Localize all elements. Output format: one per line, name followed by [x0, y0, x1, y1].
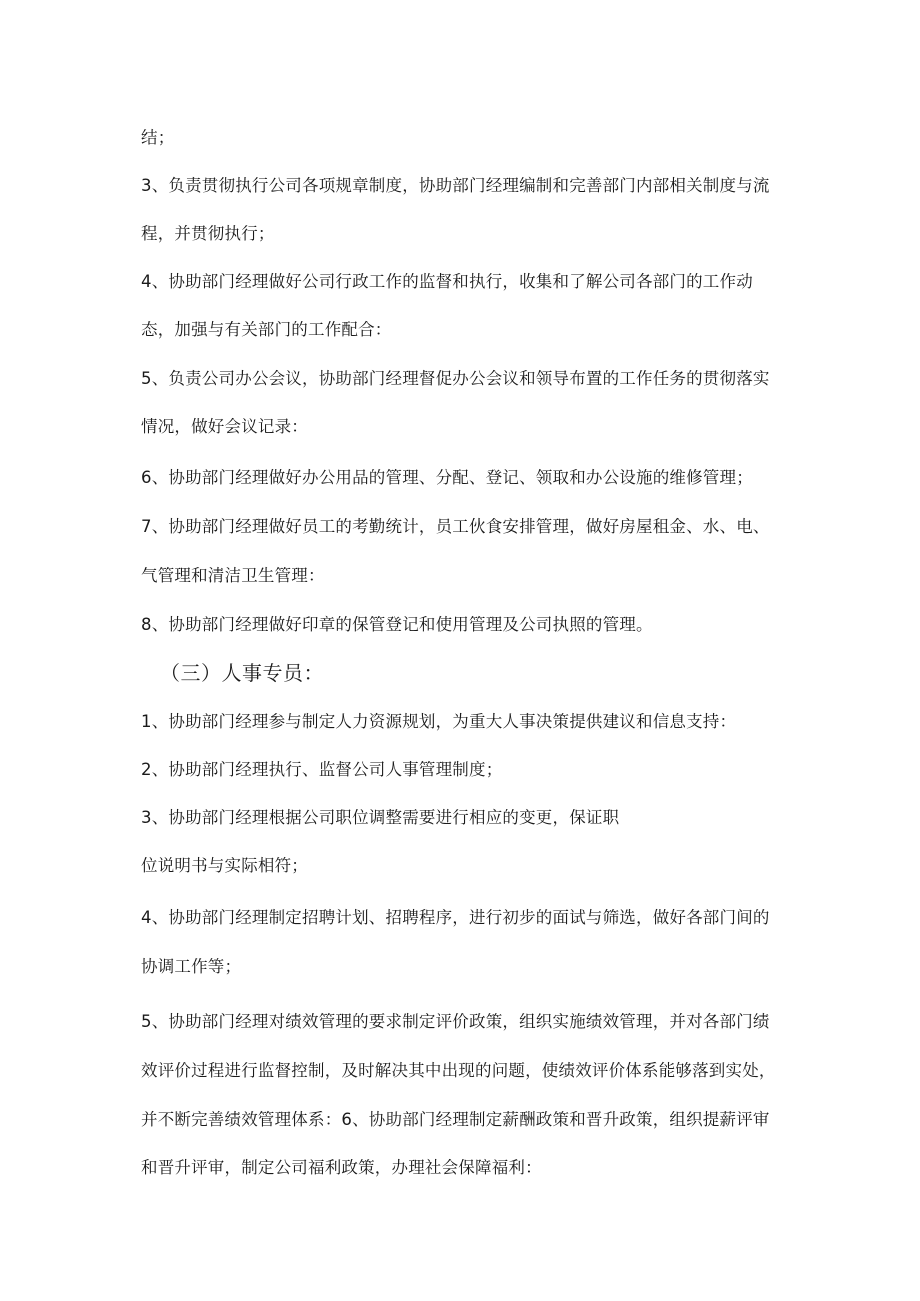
text-line: 协调工作等；: [141, 957, 242, 976]
text-line: 2、协助部门经理执行、监督公司人事管理制度；: [141, 760, 503, 779]
text-line: 4、协助部门经理做好公司行政工作的监督和执行，收集和了解公司各部门的工作动: [141, 272, 753, 291]
text-line: 程，并贯彻执行；: [141, 224, 275, 243]
text-line: 7、协助部门经理做好员工的考勤统计，员工伙食安排管理，做好房屋租金、水、电、: [141, 517, 770, 536]
text-line: 效评价过程进行监督控制，及时解决其中出现的问题，使绩效评价体系能够落到实处，: [141, 1061, 776, 1080]
text-line: 和晋升评审，制定公司福利政策，办理社会保障福利：: [141, 1158, 542, 1177]
text-line: 3、协助部门经理根据公司职位调整需要进行相应的变更，保证职: [141, 808, 620, 827]
text-line: 气管理和清洁卫生管理：: [141, 566, 325, 585]
text-line: 8、协助部门经理做好印章的保管登记和使用管理及公司执照的管理。: [141, 615, 653, 634]
text-line: 情况，做好会议记录：: [141, 417, 308, 436]
text-line: 3、负责贯彻执行公司各项规章制度，协助部门经理编制和完善部门内部相关制度与流: [141, 176, 770, 195]
text-line: 并不断完善绩效管理体系：6、协助部门经理制定薪酬政策和晋升政策，组织提薪评审: [141, 1110, 770, 1129]
text-line: 1、协助部门经理参与制定人力资源规划，为重大人事决策提供建议和信息支持：: [141, 712, 737, 731]
text-line: 位说明书与实际相符；: [141, 856, 308, 875]
text-line: 6、协助部门经理做好办公用品的管理、分配、登记、领取和办公设施的维修管理；: [141, 468, 753, 487]
text-line: 5、负责公司办公会议，协助部门经理督促办公会议和领导布置的工作任务的贯彻落实: [141, 369, 770, 388]
text-line: 5、协助部门经理对绩效管理的要求制定评价政策，组织实施绩效管理，并对各部门绩: [141, 1012, 770, 1031]
section-heading: （三）人事专员：: [160, 661, 324, 685]
text-line: 态，加强与有关部门的工作配合：: [141, 320, 392, 339]
text-line: 4、协助部门经理制定招聘计划、招聘程序，进行初步的面试与筛选，做好各部门间的: [141, 908, 770, 927]
text-line: 结；: [141, 128, 175, 147]
